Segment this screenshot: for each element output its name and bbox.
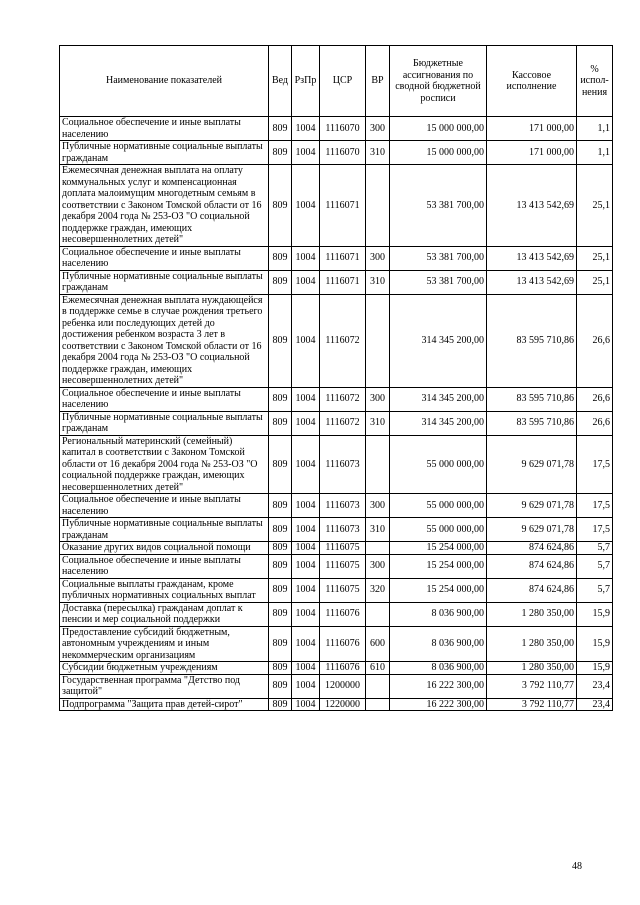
cell-rzpr: 1004	[292, 270, 320, 294]
table-row	[60, 698, 613, 711]
cell-percent: 1,1	[577, 141, 613, 165]
cell-cash: 83 595 710,86	[487, 411, 577, 435]
cell-cash: 171 000,00	[487, 117, 577, 141]
cell-percent: 17,5	[577, 518, 613, 542]
cell-budget: 16 222 300,00	[390, 674, 487, 698]
cell-percent: 17,5	[577, 435, 613, 494]
cell-rzpr: 1004	[292, 626, 320, 662]
cell-name: Публичные нормативные социальные выплаты гражданам	[60, 411, 269, 435]
cell-ved: 809	[269, 554, 292, 578]
cell-ved: 809	[269, 165, 292, 247]
table-row	[60, 578, 613, 602]
header-cash: Кассовое исполнение	[487, 46, 577, 117]
cell-ved: 809	[269, 662, 292, 675]
cell-vr	[366, 165, 390, 247]
cell-vr: 300	[366, 554, 390, 578]
cell-cash: 9 629 071,78	[487, 494, 577, 518]
cell-vr: 300	[366, 387, 390, 411]
cell-percent: 26,6	[577, 411, 613, 435]
cell-budget: 53 381 700,00	[390, 165, 487, 247]
cell-name: Публичные нормативные социальные выплаты гражданам	[60, 270, 269, 294]
cell-budget: 55 000 000,00	[390, 518, 487, 542]
cell-percent: 25,1	[577, 165, 613, 247]
cell-csr: 1116076	[320, 602, 366, 626]
cell-vr	[366, 294, 390, 387]
table-row	[60, 626, 613, 662]
cell-percent: 23,4	[577, 698, 613, 711]
cell-budget: 8 036 900,00	[390, 602, 487, 626]
table-row	[60, 117, 613, 141]
cell-budget: 15 254 000,00	[390, 554, 487, 578]
cell-name: Ежемесячная денежная выплата на оплату коммунальных услуг и компенсационная доплата малоимущим многодетным семьям в соответствии с Законом Томской области от 16 декабря 2004 года № 253-ОЗ "О социальной поддержке граждан, имеющих несовершеннолетних детей"	[60, 165, 269, 247]
cell-budget: 55 000 000,00	[390, 494, 487, 518]
cell-ved: 809	[269, 602, 292, 626]
cell-budget: 53 381 700,00	[390, 270, 487, 294]
table-row	[60, 494, 613, 518]
cell-name: Социальное обеспечение и иные выплаты населению	[60, 246, 269, 270]
cell-rzpr: 1004	[292, 246, 320, 270]
cell-name: Государственная программа "Детство под защитой"	[60, 674, 269, 698]
cell-vr: 310	[366, 518, 390, 542]
table-row	[60, 141, 613, 165]
cell-percent: 5,7	[577, 542, 613, 555]
cell-budget: 314 345 200,00	[390, 411, 487, 435]
cell-budget: 15 000 000,00	[390, 117, 487, 141]
cell-rzpr: 1004	[292, 435, 320, 494]
cell-budget: 15 000 000,00	[390, 141, 487, 165]
cell-name: Доставка (пересылка) гражданам доплат к пенсии и мер социальной поддержки	[60, 602, 269, 626]
cell-name: Публичные нормативные социальные выплаты гражданам	[60, 141, 269, 165]
cell-csr: 1116073	[320, 494, 366, 518]
cell-name: Социальные выплаты гражданам, кроме публичных нормативных социальных выплат	[60, 578, 269, 602]
cell-ved: 809	[269, 117, 292, 141]
cell-rzpr: 1004	[292, 698, 320, 711]
cell-name: Социальное обеспечение и иные выплаты населению	[60, 117, 269, 141]
header-percent: % испол-нения	[577, 46, 613, 117]
cell-vr: 600	[366, 626, 390, 662]
cell-ved: 809	[269, 270, 292, 294]
cell-percent: 1,1	[577, 117, 613, 141]
cell-cash: 13 413 542,69	[487, 246, 577, 270]
cell-csr: 1116075	[320, 554, 366, 578]
cell-rzpr: 1004	[292, 294, 320, 387]
cell-vr: 300	[366, 494, 390, 518]
cell-csr: 1116072	[320, 294, 366, 387]
header-ved: Вед	[269, 46, 292, 117]
header-vr: ВР	[366, 46, 390, 117]
cell-vr: 320	[366, 578, 390, 602]
cell-vr: 310	[366, 141, 390, 165]
cell-vr	[366, 435, 390, 494]
cell-cash: 9 629 071,78	[487, 518, 577, 542]
cell-name: Социальное обеспечение и иные выплаты населению	[60, 494, 269, 518]
cell-vr	[366, 674, 390, 698]
table-row	[60, 435, 613, 494]
table-row	[60, 542, 613, 555]
cell-csr: 1116073	[320, 518, 366, 542]
cell-csr: 1116070	[320, 141, 366, 165]
table-row	[60, 554, 613, 578]
cell-cash: 171 000,00	[487, 141, 577, 165]
page-number: 48	[572, 861, 582, 872]
cell-rzpr: 1004	[292, 602, 320, 626]
cell-name: Социальное обеспечение и иные выплаты населению	[60, 387, 269, 411]
cell-cash: 13 413 542,69	[487, 165, 577, 247]
cell-ved: 809	[269, 246, 292, 270]
cell-cash: 3 792 110,77	[487, 698, 577, 711]
table-row	[60, 270, 613, 294]
cell-rzpr: 1004	[292, 141, 320, 165]
cell-percent: 15,9	[577, 602, 613, 626]
cell-cash: 83 595 710,86	[487, 294, 577, 387]
cell-ved: 809	[269, 626, 292, 662]
cell-cash: 83 595 710,86	[487, 387, 577, 411]
cell-csr: 1116075	[320, 542, 366, 555]
cell-percent: 26,6	[577, 387, 613, 411]
cell-cash: 1 280 350,00	[487, 662, 577, 675]
cell-budget: 314 345 200,00	[390, 294, 487, 387]
cell-percent: 15,9	[577, 626, 613, 662]
header-rzpr: РзПр	[292, 46, 320, 117]
cell-vr	[366, 542, 390, 555]
table-row	[60, 674, 613, 698]
table-row	[60, 411, 613, 435]
cell-rzpr: 1004	[292, 165, 320, 247]
cell-ved: 809	[269, 411, 292, 435]
cell-ved: 809	[269, 542, 292, 555]
cell-csr: 1200000	[320, 674, 366, 698]
cell-cash: 874 624,86	[487, 578, 577, 602]
table-row	[60, 518, 613, 542]
table-row	[60, 387, 613, 411]
cell-cash: 9 629 071,78	[487, 435, 577, 494]
cell-name: Ежемесячная денежная выплата нуждающейся в поддержке семье в случае рождения третьего ребенка или последующих детей до достижения ребенком возраста 3 лет в соответствии с Законом Томской области от 16 декабря 2004 года № 253-ОЗ "О социальной поддержке граждан, имеющих несовершеннолетних детей"	[60, 294, 269, 387]
cell-rzpr: 1004	[292, 542, 320, 555]
cell-csr: 1116076	[320, 626, 366, 662]
cell-ved: 809	[269, 494, 292, 518]
cell-budget: 15 254 000,00	[390, 542, 487, 555]
cell-csr: 1220000	[320, 698, 366, 711]
cell-csr: 1116072	[320, 411, 366, 435]
cell-vr: 610	[366, 662, 390, 675]
cell-rzpr: 1004	[292, 662, 320, 675]
cell-budget: 8 036 900,00	[390, 626, 487, 662]
cell-csr: 1116071	[320, 270, 366, 294]
cell-vr	[366, 698, 390, 711]
cell-rzpr: 1004	[292, 674, 320, 698]
cell-rzpr: 1004	[292, 494, 320, 518]
cell-csr: 1116073	[320, 435, 366, 494]
table-body	[60, 117, 613, 711]
cell-percent: 5,7	[577, 554, 613, 578]
cell-csr: 1116075	[320, 578, 366, 602]
cell-ved: 809	[269, 387, 292, 411]
cell-name: Подпрограмма "Защита прав детей-сирот"	[60, 698, 269, 711]
cell-name: Оказание других видов социальной помощи	[60, 542, 269, 555]
cell-vr: 310	[366, 270, 390, 294]
cell-cash: 874 624,86	[487, 554, 577, 578]
table-row	[60, 602, 613, 626]
cell-cash: 1 280 350,00	[487, 602, 577, 626]
cell-budget: 314 345 200,00	[390, 387, 487, 411]
cell-name: Предоставление субсидий бюджетным, автономным учреждениям и иным некоммерческим организациям	[60, 626, 269, 662]
cell-budget: 8 036 900,00	[390, 662, 487, 675]
cell-percent: 17,5	[577, 494, 613, 518]
cell-csr: 1116076	[320, 662, 366, 675]
table-row	[60, 294, 613, 387]
cell-vr: 310	[366, 411, 390, 435]
budget-execution-table	[59, 45, 613, 711]
cell-rzpr: 1004	[292, 411, 320, 435]
cell-rzpr: 1004	[292, 518, 320, 542]
cell-rzpr: 1004	[292, 387, 320, 411]
cell-cash: 13 413 542,69	[487, 270, 577, 294]
header-name: Наименование показателей	[60, 46, 269, 117]
cell-ved: 809	[269, 578, 292, 602]
cell-name: Публичные нормативные социальные выплаты гражданам	[60, 518, 269, 542]
cell-percent: 23,4	[577, 674, 613, 698]
cell-budget: 15 254 000,00	[390, 578, 487, 602]
cell-percent: 15,9	[577, 662, 613, 675]
cell-vr: 300	[366, 117, 390, 141]
cell-cash: 3 792 110,77	[487, 674, 577, 698]
cell-cash: 874 624,86	[487, 542, 577, 555]
cell-rzpr: 1004	[292, 554, 320, 578]
cell-ved: 809	[269, 674, 292, 698]
cell-percent: 26,6	[577, 294, 613, 387]
table-header-row	[60, 46, 613, 117]
cell-ved: 809	[269, 435, 292, 494]
table-row	[60, 165, 613, 247]
cell-name: Региональный материнский (семейный) капитал в соответствии с Законом Томской области от 16 декабря 2004 года № 253-ОЗ "О социальной поддержке граждан, имеющих несовершеннолетних детей"	[60, 435, 269, 494]
table-row	[60, 662, 613, 675]
cell-percent: 25,1	[577, 270, 613, 294]
cell-ved: 809	[269, 518, 292, 542]
cell-csr: 1116071	[320, 246, 366, 270]
header-budget: Бюджетные ассигнования по сводной бюджетной росписи	[390, 46, 487, 117]
cell-budget: 16 222 300,00	[390, 698, 487, 711]
table-row	[60, 246, 613, 270]
cell-csr: 1116071	[320, 165, 366, 247]
cell-vr: 300	[366, 246, 390, 270]
cell-budget: 53 381 700,00	[390, 246, 487, 270]
cell-name: Социальное обеспечение и иные выплаты населению	[60, 554, 269, 578]
cell-rzpr: 1004	[292, 578, 320, 602]
cell-ved: 809	[269, 294, 292, 387]
cell-csr: 1116072	[320, 387, 366, 411]
cell-percent: 5,7	[577, 578, 613, 602]
cell-ved: 809	[269, 698, 292, 711]
cell-csr: 1116070	[320, 117, 366, 141]
cell-vr	[366, 602, 390, 626]
cell-ved: 809	[269, 141, 292, 165]
header-csr: ЦСР	[320, 46, 366, 117]
cell-cash: 1 280 350,00	[487, 626, 577, 662]
cell-name: Субсидии бюджетным учреждениям	[60, 662, 269, 675]
cell-budget: 55 000 000,00	[390, 435, 487, 494]
cell-percent: 25,1	[577, 246, 613, 270]
cell-rzpr: 1004	[292, 117, 320, 141]
